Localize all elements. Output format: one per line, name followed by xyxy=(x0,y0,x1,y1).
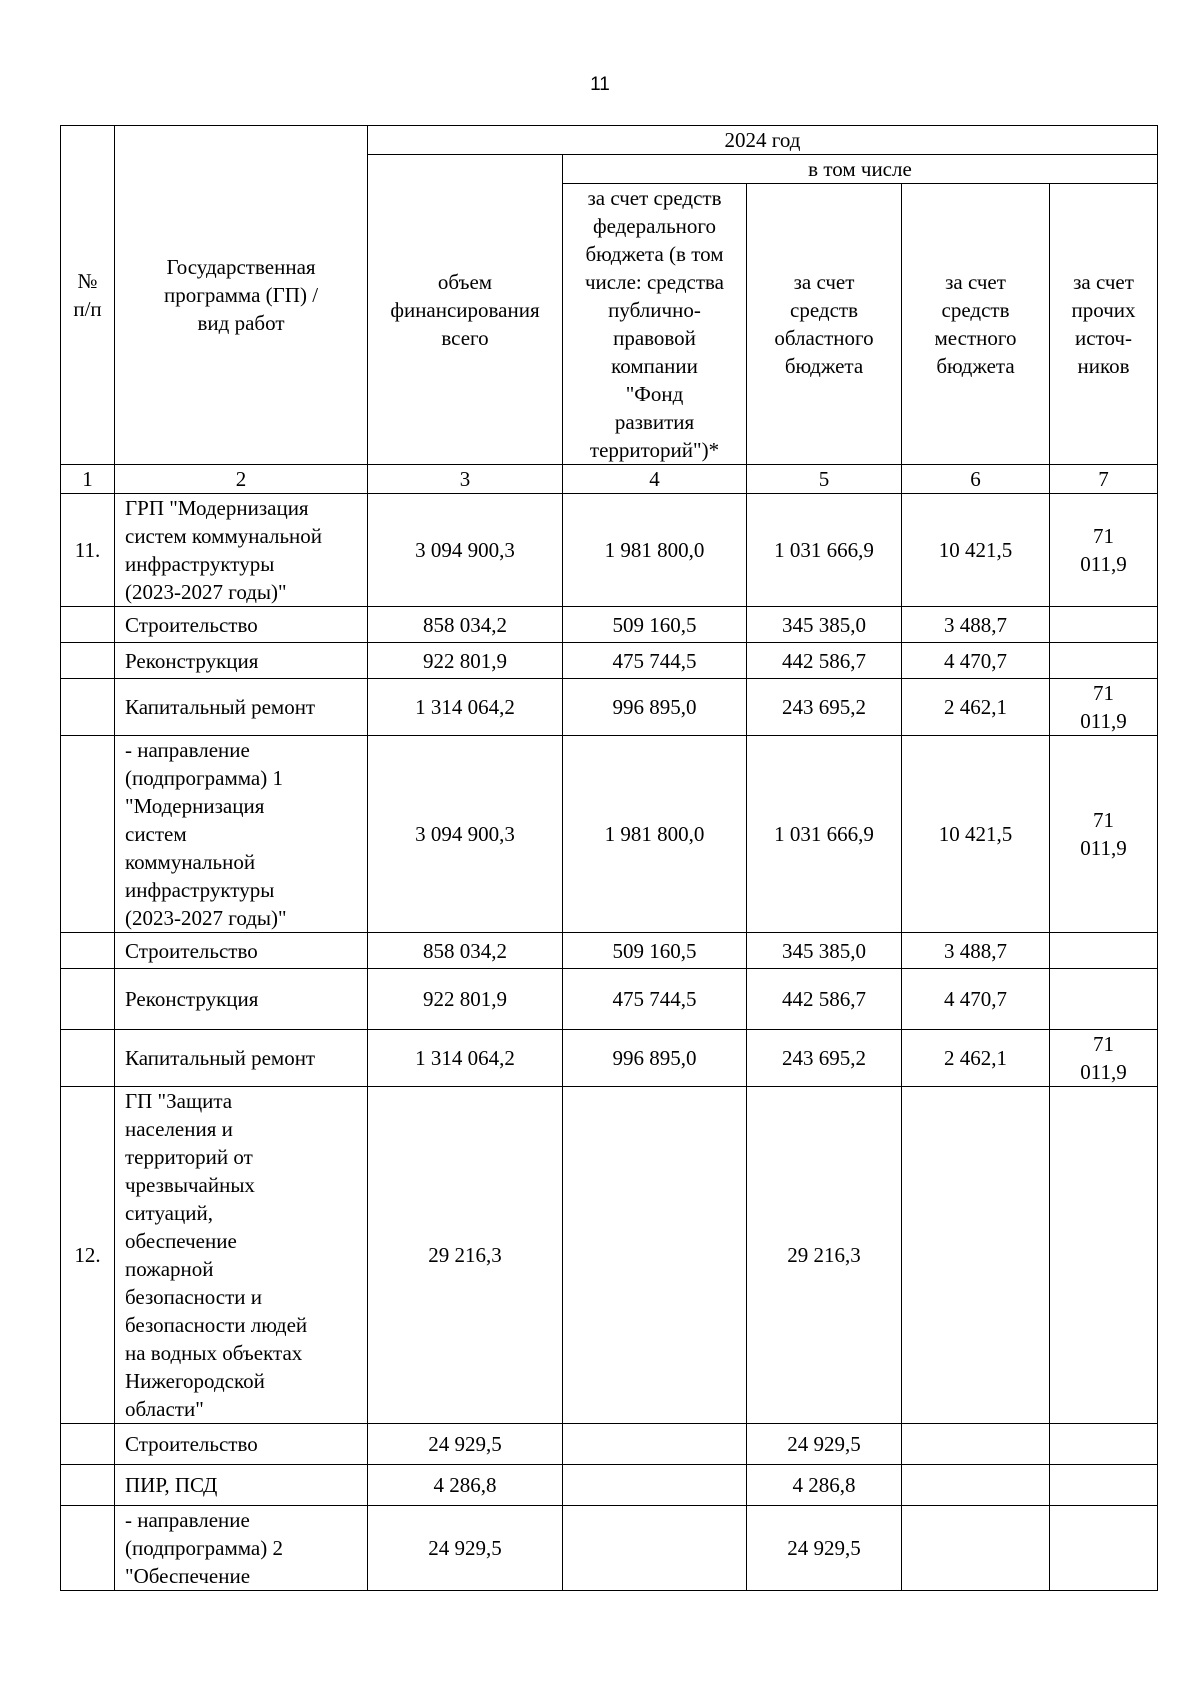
row-other xyxy=(1050,969,1158,1030)
column-number: 5 xyxy=(747,465,902,494)
row-local: 4 470,7 xyxy=(902,643,1050,679)
row-number xyxy=(61,1424,115,1465)
row-regional: 442 586,7 xyxy=(747,643,902,679)
row-regional: 1 031 666,9 xyxy=(747,494,902,607)
table-row xyxy=(61,1087,1158,1424)
row-total: 4 286,8 xyxy=(368,1465,563,1506)
row-program-name: ГП "Защита населения и территорий от чрезвычайных ситуаций, обеспечение пожарной безопасности и безопасности людей на водных объектах Нижегородской области" xyxy=(115,1087,368,1424)
row-regional: 345 385,0 xyxy=(747,933,902,969)
row-total: 1 314 064,2 xyxy=(368,1030,563,1087)
table-row xyxy=(61,1506,1158,1591)
row-regional: 29 216,3 xyxy=(747,1087,902,1424)
page-number: 11 xyxy=(590,74,610,95)
row-local xyxy=(902,1465,1050,1506)
header-col-local: за счет средств местного бюджета xyxy=(902,184,1050,465)
row-local: 4 470,7 xyxy=(902,969,1050,1030)
header-col-total: объем финансирования всего xyxy=(368,155,563,465)
row-federal xyxy=(563,1465,747,1506)
row-regional: 243 695,2 xyxy=(747,1030,902,1087)
row-total: 24 929,5 xyxy=(368,1424,563,1465)
row-number xyxy=(61,607,115,643)
row-total: 3 094 900,3 xyxy=(368,736,563,933)
table-row xyxy=(61,1465,1158,1506)
row-other xyxy=(1050,643,1158,679)
row-federal xyxy=(563,1506,747,1591)
table-row xyxy=(61,607,1158,643)
row-federal xyxy=(563,1424,747,1465)
row-federal: 475 744,5 xyxy=(563,969,747,1030)
table-row xyxy=(61,679,1158,736)
table-row xyxy=(61,1424,1158,1465)
row-federal: 1 981 800,0 xyxy=(563,494,747,607)
row-number xyxy=(61,933,115,969)
row-federal: 1 981 800,0 xyxy=(563,736,747,933)
row-number xyxy=(61,1506,115,1591)
row-program-name: Строительство xyxy=(115,933,368,969)
row-local xyxy=(902,1424,1050,1465)
row-program-name: - направление (подпрограмма) 1 "Модернизация систем коммунальной инфраструктуры (2023-2027 годы)" xyxy=(115,736,368,933)
header-year: 2024 год xyxy=(368,126,1158,155)
row-total: 24 929,5 xyxy=(368,1506,563,1591)
row-program-name: Строительство xyxy=(115,1424,368,1465)
row-federal: 509 160,5 xyxy=(563,607,747,643)
row-program-name: Капитальный ремонт xyxy=(115,1030,368,1087)
row-number xyxy=(61,679,115,736)
row-other xyxy=(1050,1506,1158,1591)
row-total: 922 801,9 xyxy=(368,969,563,1030)
row-regional: 442 586,7 xyxy=(747,969,902,1030)
row-other: 71 011,9 xyxy=(1050,494,1158,607)
financing-table xyxy=(60,125,1158,1591)
row-local xyxy=(902,1506,1050,1591)
row-other: 71 011,9 xyxy=(1050,679,1158,736)
row-total: 3 094 900,3 xyxy=(368,494,563,607)
row-program-name: Реконструкция xyxy=(115,969,368,1030)
header-including: в том числе xyxy=(563,155,1158,184)
table-body xyxy=(61,494,1158,1591)
column-number-row xyxy=(61,465,1158,494)
column-number: 3 xyxy=(368,465,563,494)
row-federal: 996 895,0 xyxy=(563,679,747,736)
header-col-no: № п/п xyxy=(61,126,115,465)
row-other xyxy=(1050,607,1158,643)
column-number: 6 xyxy=(902,465,1050,494)
table-row xyxy=(61,969,1158,1030)
row-regional: 243 695,2 xyxy=(747,679,902,736)
header-col-federal: за счет средств федерального бюджета (в том числе: средства публично- правовой компании "Фонд развития территорий")* xyxy=(563,184,747,465)
row-total: 922 801,9 xyxy=(368,643,563,679)
row-number xyxy=(61,643,115,679)
row-federal: 509 160,5 xyxy=(563,933,747,969)
header-col-program: Государственная программа (ГП) / вид работ xyxy=(115,126,368,465)
row-other: 71 011,9 xyxy=(1050,1030,1158,1087)
column-number: 2 xyxy=(115,465,368,494)
table-row xyxy=(61,494,1158,607)
table-row xyxy=(61,643,1158,679)
row-other xyxy=(1050,933,1158,969)
row-other xyxy=(1050,1465,1158,1506)
row-program-name: Капитальный ремонт xyxy=(115,679,368,736)
row-program-name: ПИР, ПСД xyxy=(115,1465,368,1506)
header-col-other: за счет прочих источ- ников xyxy=(1050,184,1158,465)
row-program-name: Строительство xyxy=(115,607,368,643)
table-row xyxy=(61,736,1158,933)
table-row xyxy=(61,1030,1158,1087)
row-program-name: - направление (подпрограмма) 2 "Обеспечение xyxy=(115,1506,368,1591)
row-federal: 996 895,0 xyxy=(563,1030,747,1087)
row-federal xyxy=(563,1087,747,1424)
row-federal: 475 744,5 xyxy=(563,643,747,679)
row-local: 3 488,7 xyxy=(902,607,1050,643)
column-number: 1 xyxy=(61,465,115,494)
row-number: 12. xyxy=(61,1087,115,1424)
column-number: 7 xyxy=(1050,465,1158,494)
row-number xyxy=(61,1465,115,1506)
row-regional: 24 929,5 xyxy=(747,1424,902,1465)
table-header xyxy=(61,126,1158,494)
header-col-regional: за счет средств областного бюджета xyxy=(747,184,902,465)
row-number xyxy=(61,969,115,1030)
row-other xyxy=(1050,1424,1158,1465)
row-local: 2 462,1 xyxy=(902,679,1050,736)
column-number: 4 xyxy=(563,465,747,494)
row-local: 2 462,1 xyxy=(902,1030,1050,1087)
row-regional: 345 385,0 xyxy=(747,607,902,643)
row-other xyxy=(1050,1087,1158,1424)
table-row xyxy=(61,933,1158,969)
row-regional: 24 929,5 xyxy=(747,1506,902,1591)
row-program-name: ГРП "Модернизация систем коммунальной инфраструктуры (2023-2027 годы)" xyxy=(115,494,368,607)
row-total: 1 314 064,2 xyxy=(368,679,563,736)
row-local: 3 488,7 xyxy=(902,933,1050,969)
row-number xyxy=(61,1030,115,1087)
row-total: 858 034,2 xyxy=(368,933,563,969)
row-local: 10 421,5 xyxy=(902,494,1050,607)
row-local: 10 421,5 xyxy=(902,736,1050,933)
row-regional: 1 031 666,9 xyxy=(747,736,902,933)
row-number xyxy=(61,736,115,933)
row-number: 11. xyxy=(61,494,115,607)
row-program-name: Реконструкция xyxy=(115,643,368,679)
row-local xyxy=(902,1087,1050,1424)
row-other: 71 011,9 xyxy=(1050,736,1158,933)
row-regional: 4 286,8 xyxy=(747,1465,902,1506)
row-total: 858 034,2 xyxy=(368,607,563,643)
row-total: 29 216,3 xyxy=(368,1087,563,1424)
